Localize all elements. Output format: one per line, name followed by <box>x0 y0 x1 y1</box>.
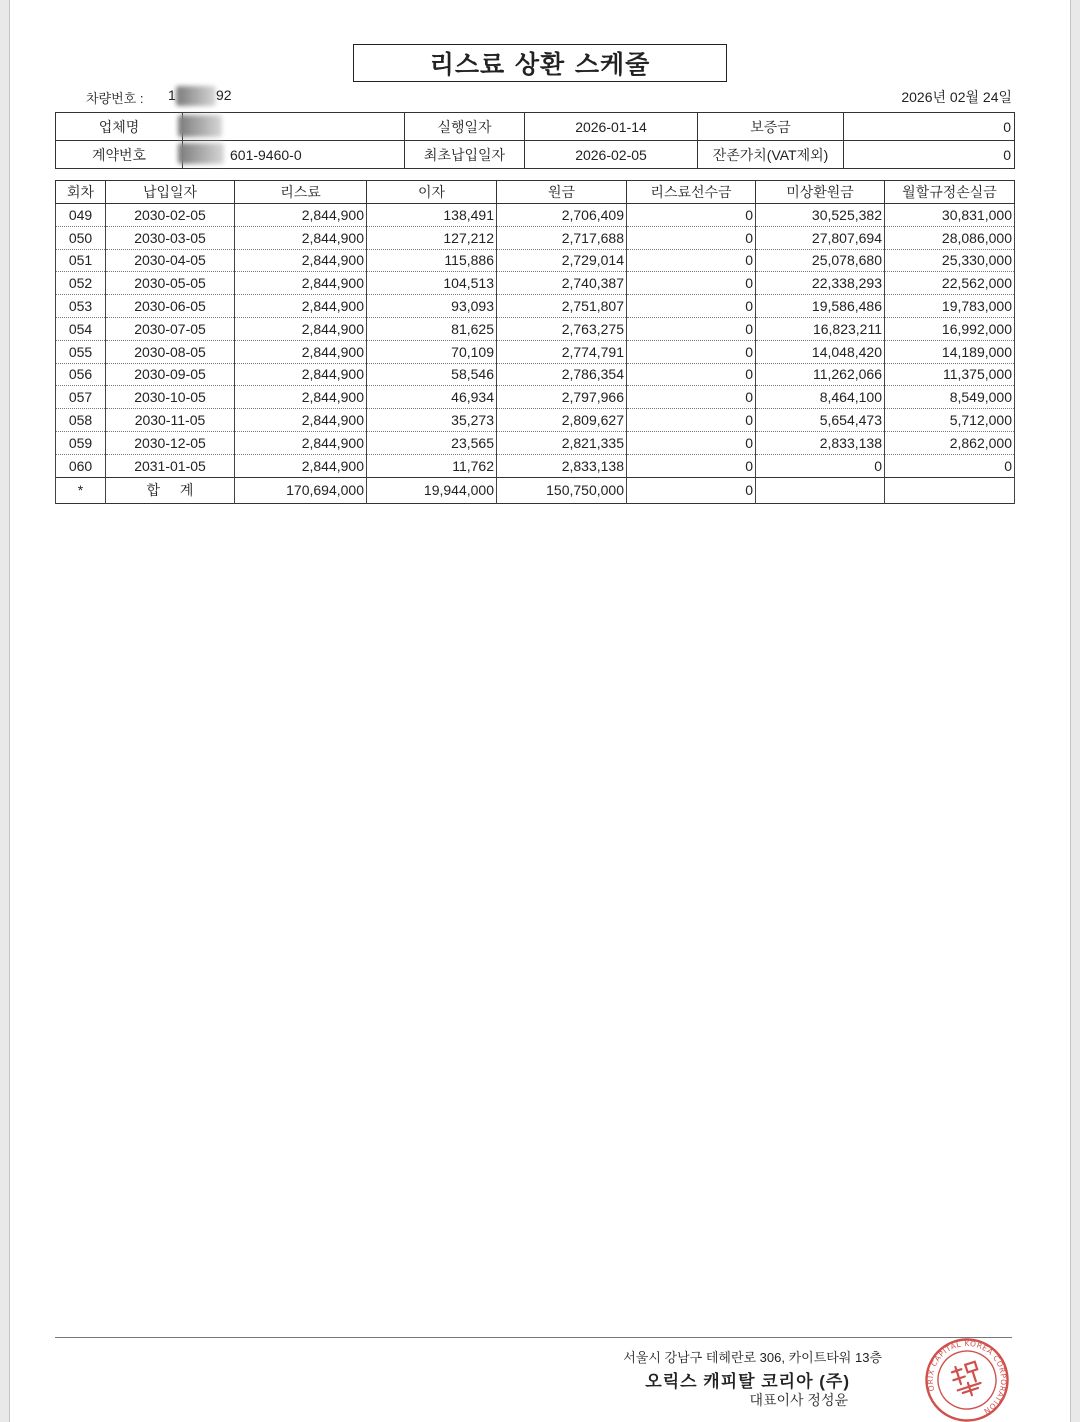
table-row <box>56 204 1015 227</box>
table-row <box>56 295 1015 318</box>
cell-monthly-loss: 8,549,000 <box>885 386 1015 409</box>
header-round: 회차 <box>56 181 106 204</box>
cell-monthly-loss: 0 <box>885 454 1015 477</box>
cell-lease-fee: 2,844,900 <box>235 431 367 454</box>
cell-round: 054 <box>56 317 106 340</box>
table-row <box>56 272 1015 295</box>
footer-divider <box>55 1337 1012 1338</box>
table-row <box>56 454 1015 477</box>
cell-round: 049 <box>56 204 106 227</box>
cell-round: 051 <box>56 249 106 272</box>
total-lease-fee: 170,694,000 <box>235 477 367 503</box>
cell-principal: 2,797,966 <box>497 386 627 409</box>
ceo-name: 대표이사 정성윤 <box>749 1392 848 1408</box>
total-outstanding-principal <box>756 477 885 503</box>
cell-outstanding-principal: 0 <box>756 454 885 477</box>
cell-round: 052 <box>56 272 106 295</box>
cell-outstanding-principal: 2,833,138 <box>756 431 885 454</box>
cell-outstanding-principal: 22,338,293 <box>756 272 885 295</box>
company-label: 업체명 <box>56 113 183 141</box>
cell-interest: 58,546 <box>367 363 497 386</box>
cell-outstanding-principal: 5,654,473 <box>756 409 885 432</box>
header-interest: 이자 <box>367 181 497 204</box>
total-label: 합 계 <box>106 477 235 503</box>
cell-round: 057 <box>56 386 106 409</box>
seal-ring-text: ORIX CAPITAL KOREA CORPORATION <box>925 1338 1009 1417</box>
deposit-value: 0 <box>844 113 1015 141</box>
cell-lease-fee: 2,844,900 <box>235 409 367 432</box>
cell-outstanding-principal: 8,464,100 <box>756 386 885 409</box>
total-principal: 150,750,000 <box>497 477 627 503</box>
cell-interest: 46,934 <box>367 386 497 409</box>
cell-prepaid-lease: 0 <box>627 340 756 363</box>
cell-prepaid-lease: 0 <box>627 295 756 318</box>
company-seal <box>925 1338 1009 1422</box>
cell-round: 050 <box>56 226 106 249</box>
page-title: 리스료 상환 스케줄 <box>429 50 651 79</box>
vehicle-number-prefix: 1 <box>168 87 176 103</box>
title-box <box>353 44 727 82</box>
cell-payment-date: 2030-12-05 <box>106 431 235 454</box>
cell-prepaid-lease: 0 <box>627 386 756 409</box>
cell-lease-fee: 2,844,900 <box>235 272 367 295</box>
redacted-vehicle-number <box>176 86 216 106</box>
cell-prepaid-lease: 0 <box>627 249 756 272</box>
redacted-company-name <box>178 115 222 137</box>
cell-principal: 2,786,354 <box>497 363 627 386</box>
cell-interest: 104,513 <box>367 272 497 295</box>
exec-date-value: 2026-01-14 <box>525 113 698 141</box>
cell-monthly-loss: 11,375,000 <box>885 363 1015 386</box>
header-payment-date: 납입일자 <box>106 181 235 204</box>
company-address: 서울시 강남구 테헤란로 306, 카이트타워 13층 <box>623 1350 882 1365</box>
vehicle-number-suffix: 92 <box>216 87 232 103</box>
cell-monthly-loss: 30,831,000 <box>885 204 1015 227</box>
cell-payment-date: 2030-06-05 <box>106 295 235 318</box>
table-row <box>56 363 1015 386</box>
exec-date-label: 실행일자 <box>405 113 525 141</box>
cell-prepaid-lease: 0 <box>627 409 756 432</box>
cell-interest: 93,093 <box>367 295 497 318</box>
total-interest: 19,944,000 <box>367 477 497 503</box>
table-header-row <box>56 181 1015 204</box>
cell-outstanding-principal: 19,586,486 <box>756 295 885 318</box>
vehicle-number-label: 차량번호 : <box>86 91 144 106</box>
cell-monthly-loss: 2,862,000 <box>885 431 1015 454</box>
cell-prepaid-lease: 0 <box>627 272 756 295</box>
cell-principal: 2,729,014 <box>497 249 627 272</box>
cell-principal: 2,774,791 <box>497 340 627 363</box>
header-prepaid-lease: 리스료선수금 <box>627 181 756 204</box>
cell-round: 058 <box>56 409 106 432</box>
cell-round: 053 <box>56 295 106 318</box>
cell-lease-fee: 2,844,900 <box>235 386 367 409</box>
cell-payment-date: 2030-05-05 <box>106 272 235 295</box>
cell-monthly-loss: 22,562,000 <box>885 272 1015 295</box>
issue-date: 2026년 02월 24일 <box>901 89 1012 105</box>
repayment-schedule-table <box>55 180 1015 504</box>
cell-prepaid-lease: 0 <box>627 204 756 227</box>
cell-interest: 35,273 <box>367 409 497 432</box>
residual-label: 잔존가치(VAT제외) <box>698 141 844 169</box>
cell-monthly-loss: 14,189,000 <box>885 340 1015 363</box>
cell-lease-fee: 2,844,900 <box>235 340 367 363</box>
cell-payment-date: 2030-07-05 <box>106 317 235 340</box>
cell-outstanding-principal: 11,262,066 <box>756 363 885 386</box>
cell-prepaid-lease: 0 <box>627 431 756 454</box>
cell-interest: 23,565 <box>367 431 497 454</box>
table-row <box>56 226 1015 249</box>
header-lease-fee: 리스료 <box>235 181 367 204</box>
cell-principal: 2,717,688 <box>497 226 627 249</box>
cell-outstanding-principal: 25,078,680 <box>756 249 885 272</box>
cell-outstanding-principal: 27,807,694 <box>756 226 885 249</box>
cell-principal: 2,763,275 <box>497 317 627 340</box>
cell-prepaid-lease: 0 <box>627 317 756 340</box>
total-row <box>56 477 1015 503</box>
cell-principal: 2,821,335 <box>497 431 627 454</box>
cell-lease-fee: 2,844,900 <box>235 363 367 386</box>
cell-monthly-loss: 5,712,000 <box>885 409 1015 432</box>
cell-interest: 11,762 <box>367 454 497 477</box>
cell-round: 059 <box>56 431 106 454</box>
cell-payment-date: 2030-03-05 <box>106 226 235 249</box>
header-monthly-loss: 월할규정손실금 <box>885 181 1015 204</box>
cell-lease-fee: 2,844,900 <box>235 226 367 249</box>
contract-no-label: 계약번호 <box>56 141 183 169</box>
first-payment-value: 2026-02-05 <box>525 141 698 169</box>
total-marker: * <box>56 477 106 503</box>
cell-monthly-loss: 28,086,000 <box>885 226 1015 249</box>
table-row <box>56 409 1015 432</box>
cell-principal: 2,751,807 <box>497 295 627 318</box>
cell-monthly-loss: 25,330,000 <box>885 249 1015 272</box>
cell-payment-date: 2030-04-05 <box>106 249 235 272</box>
cell-prepaid-lease: 0 <box>627 363 756 386</box>
cell-principal: 2,706,409 <box>497 204 627 227</box>
cell-lease-fee: 2,844,900 <box>235 249 367 272</box>
cell-lease-fee: 2,844,900 <box>235 204 367 227</box>
cell-payment-date: 2030-11-05 <box>106 409 235 432</box>
cell-outstanding-principal: 14,048,420 <box>756 340 885 363</box>
cell-interest: 127,212 <box>367 226 497 249</box>
table-row <box>56 317 1015 340</box>
cell-payment-date: 2031-01-05 <box>106 454 235 477</box>
first-payment-label: 최초납입일자 <box>405 141 525 169</box>
cell-principal: 2,740,387 <box>497 272 627 295</box>
contract-no-value: 601-9460-0 <box>230 146 302 163</box>
cell-interest: 81,625 <box>367 317 497 340</box>
seal-center-mark <box>950 1361 985 1399</box>
company-name: 오릭스 캐피탈 코리아 (주) <box>645 1372 850 1391</box>
cell-payment-date: 2030-09-05 <box>106 363 235 386</box>
cell-round: 055 <box>56 340 106 363</box>
total-prepaid-lease: 0 <box>627 477 756 503</box>
cell-outstanding-principal: 30,525,382 <box>756 204 885 227</box>
cell-interest: 115,886 <box>367 249 497 272</box>
table-row <box>56 386 1015 409</box>
cell-prepaid-lease: 0 <box>627 226 756 249</box>
cell-principal: 2,809,627 <box>497 409 627 432</box>
cell-payment-date: 2030-02-05 <box>106 204 235 227</box>
cell-principal: 2,833,138 <box>497 454 627 477</box>
redacted-contract-number <box>178 143 224 164</box>
cell-round: 060 <box>56 454 106 477</box>
table-row <box>56 340 1015 363</box>
table-row <box>56 249 1015 272</box>
cell-monthly-loss: 16,992,000 <box>885 317 1015 340</box>
cell-lease-fee: 2,844,900 <box>235 317 367 340</box>
cell-monthly-loss: 19,783,000 <box>885 295 1015 318</box>
cell-interest: 138,491 <box>367 204 497 227</box>
table-row <box>56 431 1015 454</box>
cell-prepaid-lease: 0 <box>627 454 756 477</box>
cell-lease-fee: 2,844,900 <box>235 295 367 318</box>
cell-outstanding-principal: 16,823,211 <box>756 317 885 340</box>
header-principal: 원금 <box>497 181 627 204</box>
residual-value: 0 <box>844 141 1015 169</box>
total-monthly-loss <box>885 477 1015 503</box>
cell-round: 056 <box>56 363 106 386</box>
deposit-label: 보증금 <box>698 113 844 141</box>
cell-interest: 70,109 <box>367 340 497 363</box>
cell-payment-date: 2030-08-05 <box>106 340 235 363</box>
cell-lease-fee: 2,844,900 <box>235 454 367 477</box>
cell-payment-date: 2030-10-05 <box>106 386 235 409</box>
header-outstanding-principal: 미상환원금 <box>756 181 885 204</box>
